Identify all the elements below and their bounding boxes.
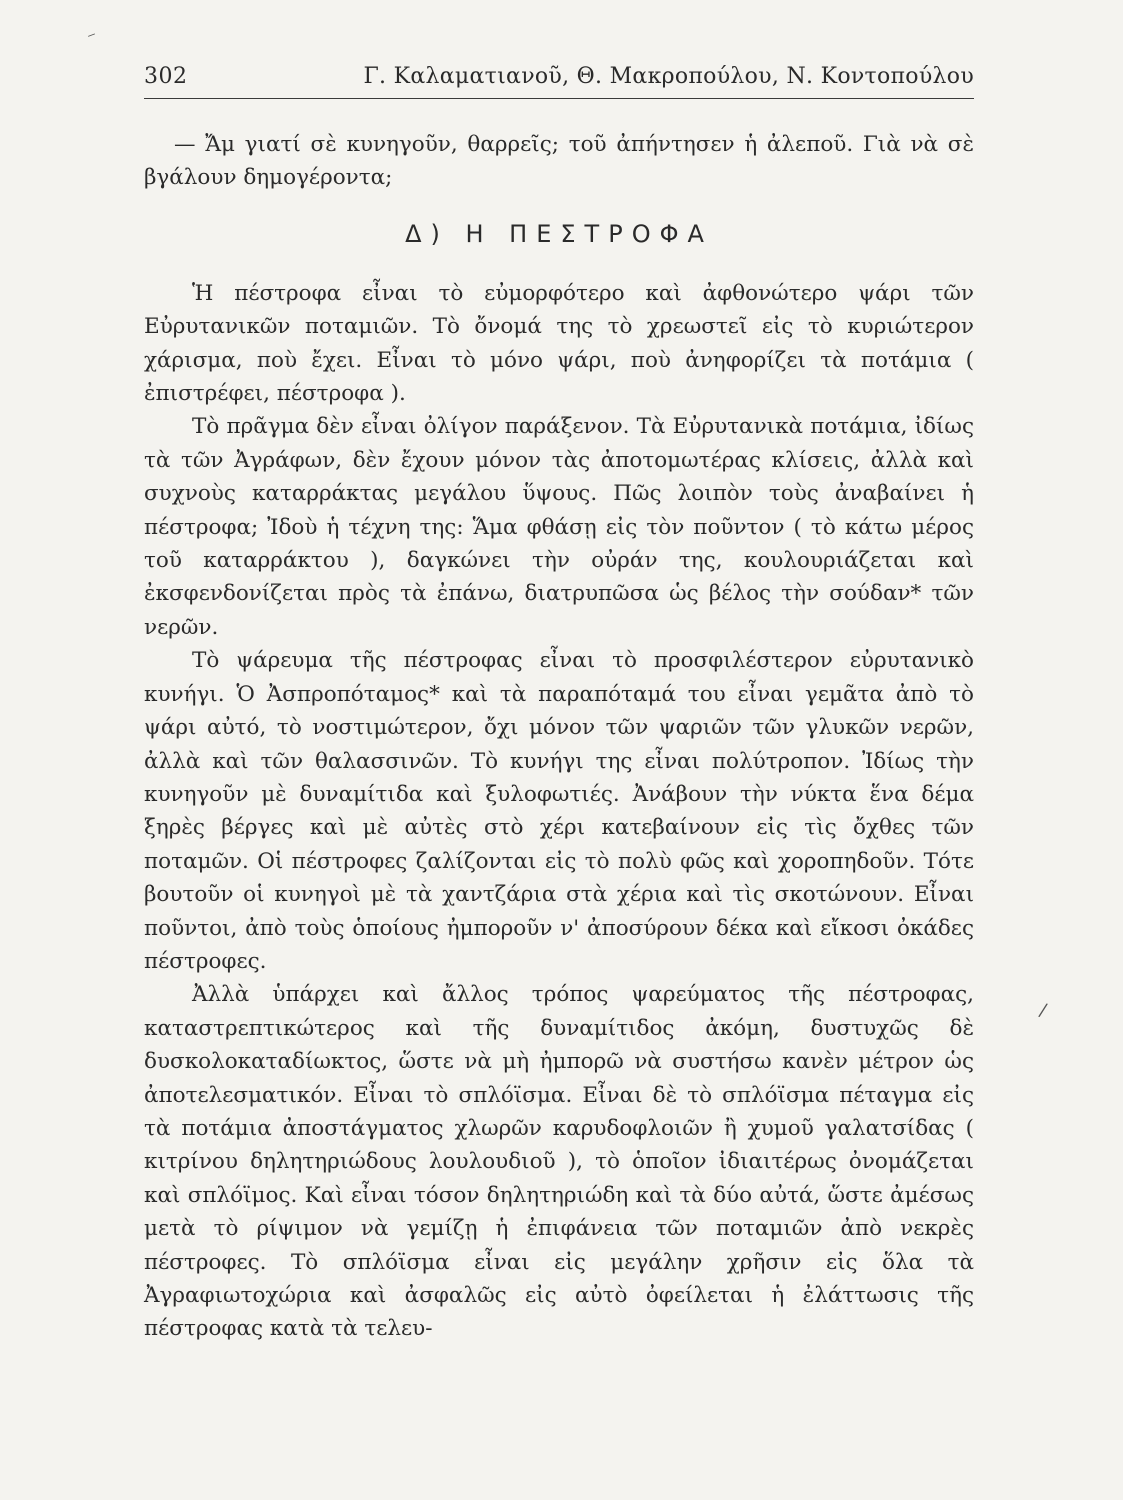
running-header	[144, 62, 974, 99]
scan-speck-mark: /	[1037, 999, 1049, 1022]
scan-speck-mark: ⁻	[84, 27, 101, 50]
paragraph-3: Τὸ ψάρευμα τῆς πέστροφας εἶναι τὸ προσφιλέστερον εὐρυτανικὸ κυνήγι. Ὁ Ἀσπροπόταμος* καὶ τὰ παραπόταμά του εἶναι γεμᾶτα ἀπὸ τὸ ψάρι αὐτό, τὸ νοστιμώτερον, ὄχι μόνον τῶν ψαριῶν τῶν γλυκῶν νερῶν, ἀλλὰ καὶ τῶν θαλασσινῶν. Τὸ κυνήγι της εἶναι πολύτροπον. Ἰδίως τὴν κυνηγοῦν μὲ δυναμίτιδα καὶ ξυλοφωτιές. Ἀνάβουν τὴν νύκτα ἕνα δέμα ξηρὲς βέργες καὶ μὲ αὐτὲς στὸ χέρι κατεβαίνουν εἰς τὶς ὄχθες τῶν ποταμῶν. Οἱ πέστροφες ζαλίζονται εἰς τὸ πολὺ φῶς καὶ χοροπηδοῦν. Τότε βουτοῦν οἱ κυνηγοὶ μὲ τὰ χαντζάρια στὰ χέρια καὶ τὶς σκοτώνουν. Εἶναι ποῦντοι, ἀπὸ τοὺς ὁποίους ἠμποροῦν ν' ἀποσύρουν δέκα καὶ εἴκοσι ὀκάδες πέστροφες.	[144, 648, 974, 974]
body-text	[144, 128, 974, 1346]
page-number: 302	[144, 64, 188, 89]
paragraph-1: Ἡ πέστροφα εἶναι τὸ εὐμορφότερο καὶ ἀφθονώτερο ψάρι τῶν Εὐρυτανικῶν ποταμιῶν. Τὸ ὄνομά της τὸ χρεωστεῖ εἰς τὸ κυριώτερον χάρισμα, ποὺ ἔχει. Εἶναι τὸ μόνο ψάρι, ποὺ ἀνηφορίζει τὰ ποτάμια ( ἐπιστρέφει, πέστροφα ).	[144, 280, 974, 407]
header-authors: Γ. Καλαματιανοῦ, Θ. Μακροπούλου, Ν. Κοντοπούλου	[363, 64, 974, 89]
section-title: Δ) Η ΠΕΣΤΡΟΦΑ	[405, 219, 713, 248]
dialogue-paragraph: — Ἄμ γιατί σὲ κυνηγοῦν, θαρρεῖς; τοῦ ἀπήντησεν ἡ ἀλεποῦ. Γιὰ νὰ σὲ βγάλουν δημογέροντα;	[144, 132, 974, 191]
paragraph-4: Ἀλλὰ ὑπάρχει καὶ ἄλλος τρόπος ψαρεύματος τῆς πέστροφας, καταστρεπτικώτερος καὶ τῆς δυναμίτιδος ἀκόμη, δυστυχῶς δὲ δυσκολοκαταδίωκτος, ὥστε νὰ μὴ ἠμπορῶ νὰ συστήσω κανὲν μέτρον ὡς ἀποτελεσματικόν. Εἶναι τὸ σπλόϊσμα. Εἶναι δὲ τὸ σπλόϊσμα πέταγμα εἰς τὰ ποτάμια ἀποστάγματος χλωρῶν καρυδοφλοιῶν ἢ χυμοῦ γαλατσίδας ( κιτρίνου δηλητηριώδους λουλουδιοῦ ), τὸ ὁποῖον ἰδιαιτέρως ὀνομάζεται καὶ σπλόϊμος. Καὶ εἶναι τόσον δηλητηριώδη καὶ τὰ δύο αὐτά, ὥστε ἀμέσως μετὰ τὸ ρίψιμον νὰ γεμίζῃ ἡ ἐπιφάνεια τῶν ποταμιῶν ἀπὸ νεκρὲς πέστροφες. Τὸ σπλόϊσμα εἶναι εἰς μεγάλην χρῆσιν εἰς ὅλα τὰ Ἀγραφιωτοχώρια καὶ ἀσφαλῶς εἰς αὐτὸ ὀφείλεται ἡ ἐλάττωσις τῆς πέστροφας κατὰ τὰ τελευ-	[144, 982, 974, 1342]
paragraph-2: Τὸ πρᾶγμα δὲν εἶναι ὀλίγον παράξενον. Τὰ Εὐρυτανικὰ ποτάμια, ἰδίως τὰ τῶν Ἀγράφων, δὲν ἔχουν μόνον τὰς ἀποτομωτέρας κλίσεις, ἀλλὰ καὶ συχνοὺς καταρράκτας μεγάλου ὕψους. Πῶς λοιπὸν τοὺς ἀναβαίνει ἡ πέστροφα; Ἰδοὺ ἡ τέχνη της: Ἅμα φθάσῃ εἰς τὸν ποῦντον ( τὸ κάτω μέρος τοῦ καταρράκτου ), δαγκώνει τὴν οὐράν της, κουλουριάζεται καὶ ἐκσφενδονίζεται πρὸς τὰ ἐπάνω, διατρυπῶσα ὡς βέλος τὴν σούδαν* τῶν νερῶν.	[144, 414, 974, 640]
